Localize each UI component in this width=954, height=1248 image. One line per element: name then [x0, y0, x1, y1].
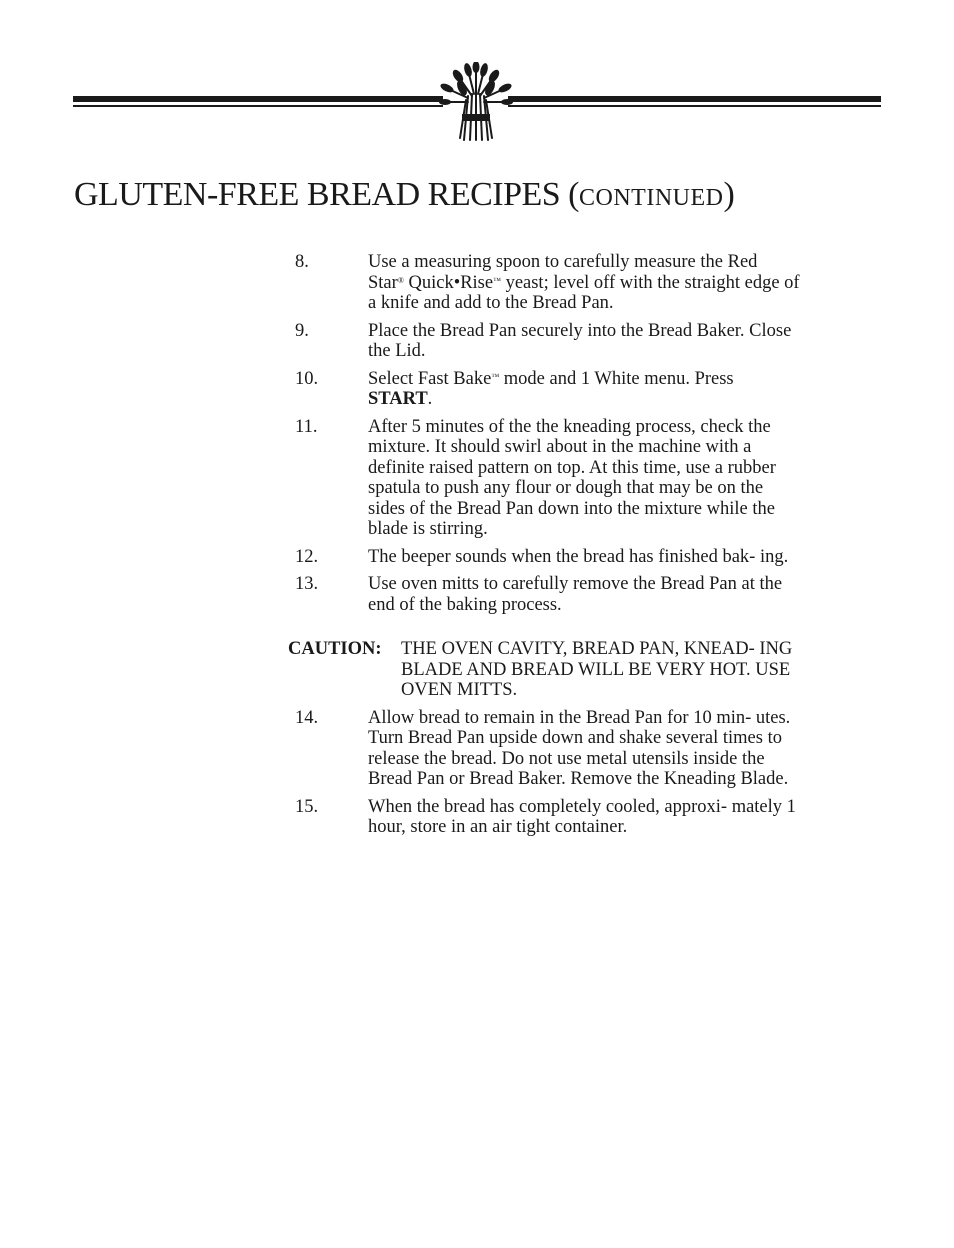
page-title — [74, 176, 734, 214]
step-9 — [295, 321, 815, 362]
step-14 — [295, 708, 815, 790]
step-text: Place the Bread Pan securely into the Bread Baker. Close the Lid. — [368, 320, 792, 361]
step-8 — [295, 252, 815, 314]
registered-mark: ® — [397, 275, 404, 285]
step-10 — [295, 369, 815, 410]
step-number: 12. — [295, 546, 319, 567]
header-rule-left — [73, 96, 443, 112]
step-12 — [295, 547, 815, 568]
step-11 — [295, 417, 815, 540]
step-text: Select Fast Bake™ mode and 1 White menu. Press START. — [368, 368, 734, 409]
step-text: The beeper sounds when the bread has finished bak- ing. — [368, 546, 789, 567]
step-number: 10. — [295, 368, 319, 389]
step-number: 15. — [295, 796, 319, 817]
caution-note — [288, 639, 808, 701]
step-15 — [295, 797, 815, 838]
start-keyword: START — [368, 389, 428, 409]
step-text: Use a measuring spoon to carefully measure the Red Star® Quick•Rise™ yeast; level off with the straight edge of a knife and add to the Bread Pan. — [368, 252, 800, 313]
page-title-main: GLUTEN-FREE BREAD RECIPES ( — [74, 176, 579, 213]
caution-text: THE OVEN CAVITY, BREAD PAN, KNEAD- ING BLADE AND BREAD WILL BE VERY HOT. USE OVEN MITTS. — [401, 639, 793, 700]
wheat-sheaf-icon — [438, 62, 514, 146]
caution-label: CAUTION: — [288, 639, 382, 659]
page-title-close: ) — [723, 176, 735, 213]
step-number: 14. — [295, 707, 319, 728]
step-number: 13. — [295, 574, 319, 594]
trademark-mark: ™ — [493, 275, 501, 285]
step-number: 11. — [295, 416, 318, 437]
header-rule-right — [508, 96, 881, 112]
step-number: 9. — [295, 320, 309, 341]
step-text: Allow bread to remain in the Bread Pan for 10 min- utes. Turn Bread Pan upside down and shake several times to release the bread. Do not use metal utensils inside the Bread Pan or Bread Baker. Remove the Kneading Blade. — [368, 707, 791, 789]
step-text: Use oven mitts to carefully remove the Bread Pan at the end of the baking process. — [368, 574, 783, 615]
trademark-mark: ™ — [491, 371, 500, 381]
step-13 — [295, 574, 815, 615]
page-title-continued: CONTINUED — [579, 185, 724, 211]
step-text: When the bread has completely cooled, approxi- mately 1 hour, store in an air tight container. — [368, 796, 796, 837]
instruction-steps — [288, 252, 815, 845]
step-number: 8. — [295, 252, 309, 272]
step-text: After 5 minutes of the the kneading process, check the mixture. It should swirl about in the machine with a definite raised pattern on top. At this time, use a rubber spatula to push any flour or dough that may be on the sides of the Bread Pan down into the mixture while the blade is stirring. — [368, 416, 776, 539]
